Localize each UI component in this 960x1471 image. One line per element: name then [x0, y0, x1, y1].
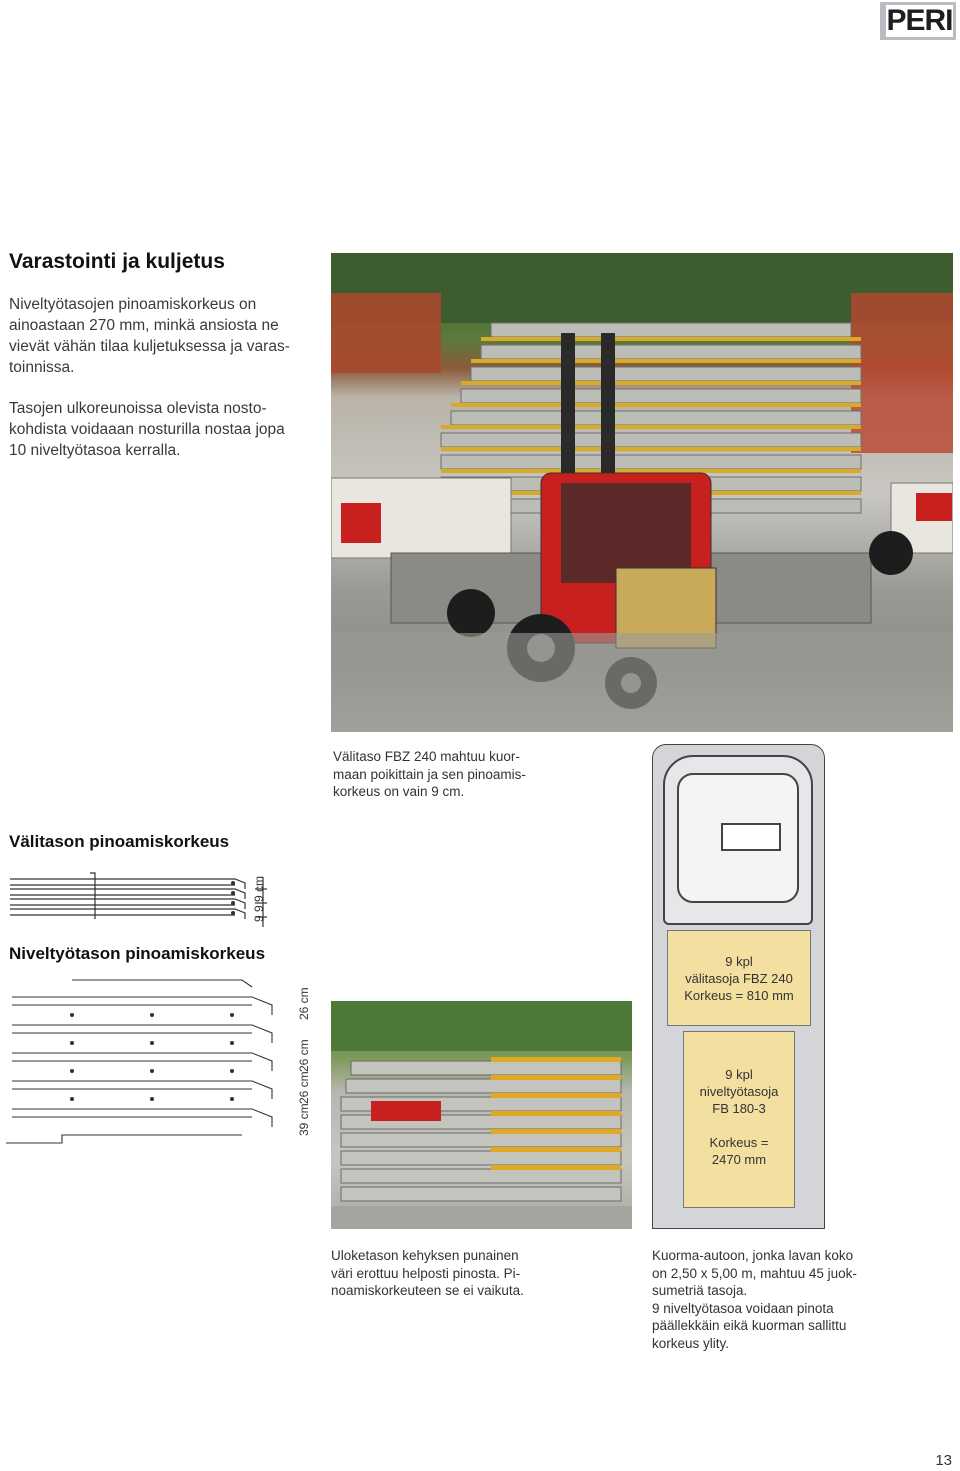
truck-load-diagram	[652, 744, 825, 1229]
text-line: väri erottuu helposti pinosta. Pi-	[331, 1265, 521, 1281]
text-line: vievät vähän tilaa kuljetuksessa ja varas-	[9, 338, 290, 355]
forklift-photo-illustration	[331, 253, 953, 732]
text-line: Kuorma-autoon, jonka lavan koko	[652, 1248, 854, 1263]
text-line: Välitaso FBZ 240 mahtuu kuor-	[333, 749, 520, 764]
load-fb-count: 9 kpl	[725, 1067, 753, 1082]
peri-logo	[880, 2, 956, 40]
intro-paragraph-2	[9, 398, 319, 461]
truck-cab-inner	[677, 773, 799, 903]
fb-dimension-label-4: 39 cm	[297, 1103, 311, 1136]
page-number: 13	[935, 1452, 952, 1469]
text-line: maan poikittain ja sen pinoamis-	[333, 766, 526, 782]
fb-dimension-label-1: 26 cm	[297, 987, 311, 1020]
load-fb-spacer	[684, 1117, 794, 1134]
text-line: Uloketason kehyksen punainen	[331, 1248, 519, 1263]
page-title: Varastointi ja kuljetus	[9, 250, 225, 273]
truck-cab	[663, 755, 813, 925]
logo-text: PERI	[886, 4, 953, 37]
load-fb-height-value: 2470 mm	[711, 1152, 767, 1167]
text-line: Tasojen ulkoreunoissa olevista nosto-	[9, 400, 267, 417]
text-line: toinnissa.	[9, 359, 75, 376]
fb-dimension-label-2: 26 cm	[297, 1039, 311, 1072]
load-fb-model: FB 180-3	[712, 1101, 766, 1116]
intro-paragraph-1	[9, 294, 319, 378]
load-fb-height-label: Korkeus =	[709, 1135, 769, 1150]
load-fb-type: niveltyötasoja	[699, 1084, 779, 1099]
stack-photo-caption	[331, 1247, 631, 1300]
fb-dimension-label-3: 26 cm	[297, 1071, 311, 1104]
text-line: korkeus on vain 9 cm.	[333, 784, 465, 799]
fb-stacking-drawing	[2, 975, 302, 1150]
text-line: noamiskorkeuteen se ei vaikuta.	[331, 1283, 524, 1298]
text-line: ainoastaan 270 mm, minkä ansiosta ne	[9, 317, 279, 334]
stacked-platforms-photo	[331, 1001, 632, 1229]
truck-diagram-caption	[652, 1247, 952, 1352]
fbz-dimension-label: 9 9 9 cm	[252, 875, 266, 922]
forklift-stacking-photo	[331, 253, 953, 732]
load-fbz-height: Korkeus = 810 mm	[684, 987, 794, 1003]
section-title-fbz-stacking: Välitason pinoamiskorkeus	[9, 832, 230, 851]
section-title-fb-stacking: Niveltyötason pinoamiskorkeus	[9, 944, 266, 963]
text-line: päällekkäin eikä kuorman sallittu	[652, 1318, 847, 1333]
text-line: 10 niveltyötasoa kerralla.	[9, 442, 181, 459]
text-line: 9 niveltyötasoa voidaan pinota	[652, 1300, 834, 1316]
load-fb-block	[683, 1031, 795, 1208]
text-line: Niveltyötasojen pinoamiskorkeus on	[9, 296, 257, 313]
load-fbz-count: 9 kpl	[725, 953, 753, 969]
text-line: korkeus ylity.	[652, 1335, 730, 1351]
forklift-photo-caption	[333, 748, 563, 801]
text-line: sumetriä tasoja.	[652, 1283, 748, 1298]
load-fbz-block	[667, 930, 811, 1026]
text-line: kohdista voidaaan nosturilla nostaa jopa	[9, 421, 285, 438]
truck-cab-window	[721, 823, 781, 851]
load-fbz-type: välitasoja FBZ 240	[685, 970, 793, 986]
fbz-stacking-drawing	[5, 865, 280, 935]
stacked-platforms-illustration	[331, 1001, 632, 1229]
text-line: on 2,50 x 5,00 m, mahtuu 45 juok-	[652, 1265, 857, 1281]
